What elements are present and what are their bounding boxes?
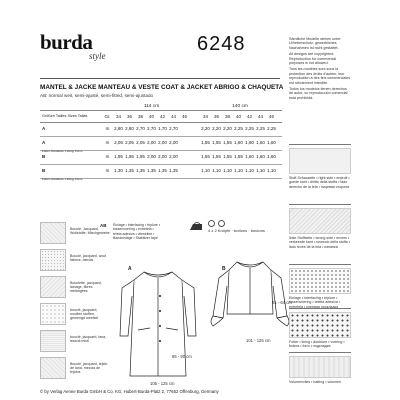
table-cell: 1,35 xyxy=(147,168,156,173)
note-line: Todos los modelos tienen derechos de autor, su reproducción comercial está prohibida. xyxy=(289,87,348,100)
table-cell xyxy=(179,165,190,178)
table-gap xyxy=(190,111,200,122)
legend-description: Stoff-Schauseite • right side • endroit • goede kant • diritto della stoffa • lado derecho de la tela • лицевая сторона xyxy=(289,176,350,189)
table-cell: 1,35 xyxy=(125,168,134,173)
table-cell: 1,55 xyxy=(223,154,232,159)
table-cell: 2,20 xyxy=(212,126,221,131)
size-header: 44 xyxy=(170,114,176,119)
note-line: Sämtliche Modelle stehen unter Urheberschutz, gewerbliches Nachahmen ist nicht gestattet. xyxy=(289,37,341,50)
table-cell: 2,05 xyxy=(114,140,123,145)
fabric-swatch xyxy=(40,276,66,298)
table-cell xyxy=(179,151,190,164)
measure-a-hem: 105 - 125 cm xyxy=(150,381,175,386)
size-header: 36 xyxy=(213,114,219,119)
size-header: Gr. xyxy=(104,114,111,119)
size-header: 46 xyxy=(268,114,274,119)
fabric-description: Bouclé, jacquard, tejido de lana, mezcla de tejidos xyxy=(70,362,108,375)
width-group-left: 114 cm xyxy=(143,104,160,109)
table-cell: 2,00 xyxy=(147,154,156,159)
measure-b-hem: 101 - 125 cm xyxy=(246,338,271,343)
size-header: 34 xyxy=(202,114,208,119)
iron-icon xyxy=(188,222,204,232)
table-cell: 1,70 xyxy=(158,126,167,131)
table-cell: 1,35 xyxy=(158,168,167,173)
table-cell: 1,60 xyxy=(256,154,265,159)
fabric-swatch xyxy=(40,222,66,244)
table-header-label: Größen Tailles Sizes Tallas xyxy=(42,114,88,118)
table-cell: m xyxy=(105,154,110,159)
note-line: All designs are copyrighted. Reproduction for commercial purposes is not allowed. xyxy=(289,52,337,66)
table-cell: 2,70 xyxy=(136,126,145,131)
row-label: B Futter, Doublure, Lining, Forro xyxy=(40,165,102,178)
table-cell: 2,25 xyxy=(234,126,243,131)
fabric-description: Bouclette, jacquard, lainage, fibres mélangées xyxy=(70,281,102,294)
size-header: 44 xyxy=(257,114,263,119)
table-cell: 2,20 xyxy=(223,126,232,131)
table-cell: 1,55 xyxy=(201,140,210,145)
table-gap xyxy=(190,151,200,164)
table-cell: 2,00 xyxy=(158,154,167,159)
table-cell: 1,10 xyxy=(201,168,210,173)
notion-line: tussenvoering • entretela • xyxy=(113,227,154,232)
legend-rule xyxy=(289,264,351,265)
fabric-description: Bouclé, Jacquard, Wollstoffe, Mischgewebe xyxy=(70,227,110,236)
fabric-description: bouclé, jacquard, lana, tessuti misti xyxy=(70,335,107,344)
row-label: B xyxy=(42,154,46,159)
size-header: 42 xyxy=(159,114,165,119)
buttons-label: 4 x 2 Knöpfe · buttons · boutons xyxy=(208,228,265,233)
measure-b-sleeve: 61 - 64 cm xyxy=(272,300,292,305)
size-header: 46 xyxy=(181,114,187,119)
table-cell: 1,55 xyxy=(212,140,221,145)
table-cell: 2,00 xyxy=(158,140,167,145)
legend-description: Volumenvlies • batting • volumen xyxy=(289,380,342,384)
table-row xyxy=(40,123,282,137)
table-cell xyxy=(179,123,190,136)
table-cell: 1,60 xyxy=(267,154,276,159)
coat-drawing-a xyxy=(110,266,206,384)
table-cell: 2,25 xyxy=(245,126,254,131)
table-cell: 1,35 xyxy=(136,168,145,173)
table-cell: 1,60 xyxy=(245,154,254,159)
table-cell: 2,20 xyxy=(201,126,210,131)
legend-rule xyxy=(289,144,351,145)
table-cell: 2,25 xyxy=(267,126,276,131)
table-cell: 1,30 xyxy=(114,168,123,173)
table-cell: 2,70 xyxy=(147,126,156,131)
table-cell: 1,55 xyxy=(201,154,210,159)
legend-swatch xyxy=(289,208,351,234)
yardage-table xyxy=(40,110,282,179)
table-cell: 1,95 xyxy=(125,154,134,159)
fabric-swatch xyxy=(40,330,66,352)
table-row xyxy=(40,137,282,151)
table-cell: 1,35 xyxy=(169,168,178,173)
table-row xyxy=(40,165,282,179)
jacket-drawing-b xyxy=(205,256,295,338)
table-cell: 1,10 xyxy=(223,168,232,173)
size-header: 40 xyxy=(235,114,241,119)
table-cell: 1,10 xyxy=(267,168,276,173)
table-cell: 1,10 xyxy=(234,168,243,173)
button-icon xyxy=(218,220,225,227)
fabric-description: bouclé, jacquard, woollen stoffen, gemengd weefsel xyxy=(70,308,99,321)
table-cell: 2,00 xyxy=(169,140,178,145)
table-gap xyxy=(190,123,200,136)
fabric-swatch xyxy=(40,357,66,379)
fabric-swatch xyxy=(40,303,66,325)
table-cell: 1,60 xyxy=(267,140,276,145)
view-b-label: B xyxy=(222,266,226,272)
size-header: 38 xyxy=(224,114,230,119)
row-sublabel: Futter, Doublure, Lining, Forro xyxy=(42,149,83,153)
brand-logo: burda xyxy=(40,30,93,54)
legend-rule xyxy=(289,204,351,205)
table-cell: 1,55 xyxy=(234,154,243,159)
legend-swatch xyxy=(289,312,351,338)
table-cell: 2,00 xyxy=(169,154,178,159)
notion-line: Bandeinlage • Stabilizer tape xyxy=(113,235,158,240)
button-icon xyxy=(208,220,215,227)
table-cell: 2,80 xyxy=(114,126,123,131)
brand-logo-sub: style xyxy=(89,51,106,61)
table-gap xyxy=(190,137,200,150)
notion-line: Einlage • interfacing • triplure • xyxy=(113,223,161,227)
table-cell: 1,95 xyxy=(136,154,145,159)
table-cell: m xyxy=(105,168,110,173)
row-label: A Futter, Doublure, Lining, Forro xyxy=(40,137,102,150)
pattern-number: 6248 xyxy=(197,33,246,55)
notions-list xyxy=(113,223,193,240)
page-title: MANTEL & JACKE MANTEAU & VESTE COAT & JACKET ABRIGO & CHAQUETA xyxy=(40,84,284,91)
measure-a-length: 85 - 90 cm xyxy=(172,354,192,359)
size-header: 38 xyxy=(137,114,143,119)
table-cell: 1,55 xyxy=(212,154,221,159)
table-cell: 2,05 xyxy=(136,140,145,145)
publisher-footer: © by Verlag Aenne Burda GmbH & Co. KG, Hubert-Burda-Platz 2, 77652 Offenburg, Germany xyxy=(40,389,219,394)
legend-description: Futter • lining • doublure • voering • fodera • forro • подкладка xyxy=(289,340,345,349)
legend-swatch xyxy=(289,356,351,378)
table-cell: 1,10 xyxy=(256,168,265,173)
legend-swatch xyxy=(289,148,351,174)
note-line: Tous les modèles sont sous la protection des droits d'auteur, leur reproduction à des fins commerciales est strictement interdite. xyxy=(289,67,351,85)
view-a-label: A xyxy=(128,266,132,272)
table-cell: 2,00 xyxy=(147,140,156,145)
table-cell: 2,05 xyxy=(125,140,134,145)
row-label: A xyxy=(42,126,46,131)
table-cell: m xyxy=(105,140,110,145)
header-rule xyxy=(40,78,280,79)
fabric-description: Bouclé, jacquard, wool fabrics, blends xyxy=(70,254,107,263)
table-cell: m xyxy=(105,126,110,131)
table-cell: 2,70 xyxy=(169,126,178,131)
legend-rule xyxy=(289,308,351,309)
width-group-right: 140 cm xyxy=(232,104,248,109)
table-header-row xyxy=(40,110,282,123)
size-header: 36 xyxy=(126,114,132,119)
table-cell: 1,60 xyxy=(234,140,243,145)
size-header: 42 xyxy=(246,114,252,119)
table-cell: 1,55 xyxy=(223,140,232,145)
table-row xyxy=(40,151,282,165)
row-sublabel: Futter, Doublure, Lining, Forro xyxy=(42,177,83,181)
table-cell: 2,25 xyxy=(256,126,265,131)
table-cell: 1,60 xyxy=(256,140,265,145)
fit-description: AB: normal weit, semi-ajusté, semi-fitted, semi-ajustado xyxy=(40,93,154,98)
copyright-notes xyxy=(289,37,351,102)
table-cell: 1,60 xyxy=(245,140,254,145)
legend-rule xyxy=(289,352,351,353)
table-cell: 2,80 xyxy=(125,126,134,131)
table-cell: 1,10 xyxy=(245,168,254,173)
size-header: 34 xyxy=(115,114,121,119)
table-cell: 1,10 xyxy=(212,168,221,173)
size-header: 40 xyxy=(148,114,154,119)
table-gap xyxy=(190,165,200,178)
notions-views: AB xyxy=(100,223,107,228)
legend-swatch xyxy=(289,268,351,294)
table-cell: 1,95 xyxy=(114,154,123,159)
legend-description: linke Stoffseite • wrong side • envers • verkeerde kant • rovescio della stoffa • lado revés de la tela • изнанка xyxy=(289,236,350,249)
legend-description: Einlage • interfacing • triplure • tussenvoering • teletta adesiva • entretela • клеевая прокладка xyxy=(289,296,341,309)
notion-line: teleta adesiva • vlieseline • xyxy=(113,231,155,236)
table-cell xyxy=(179,137,190,150)
fabric-swatch xyxy=(40,249,66,271)
